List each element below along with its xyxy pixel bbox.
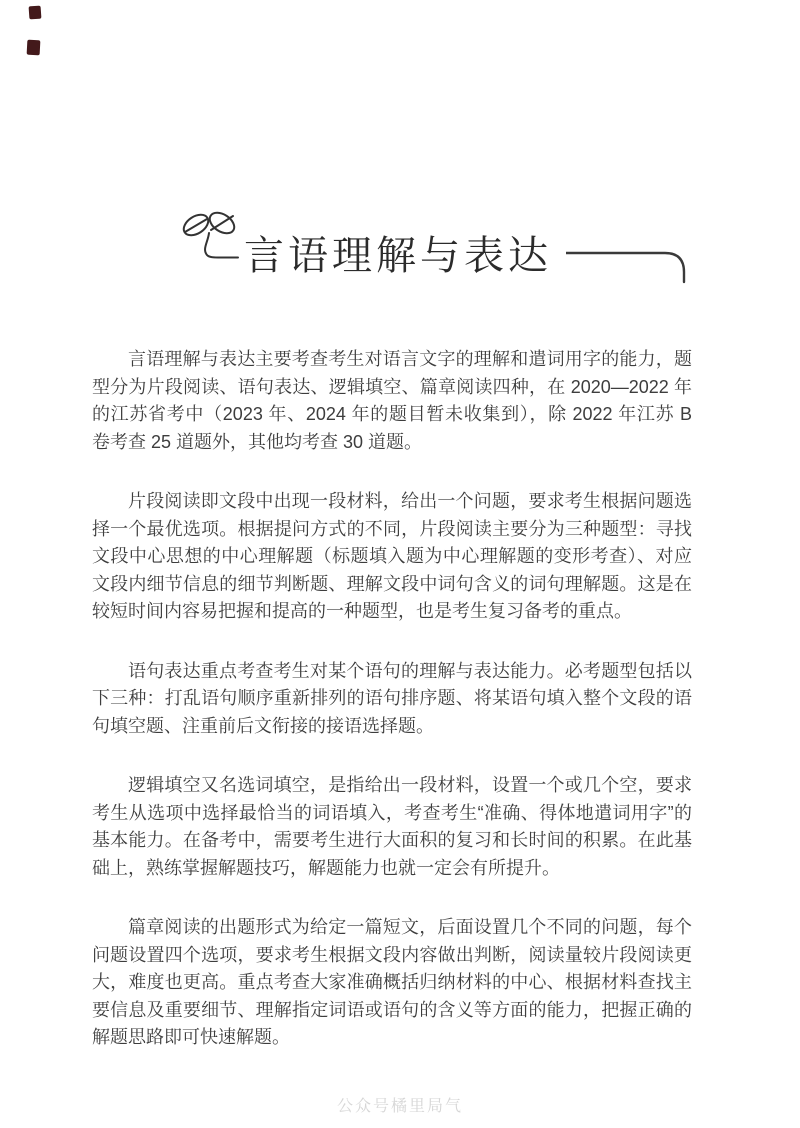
chapter-intro-text xyxy=(92,346,692,1084)
paragraph-logic-fill: 逻辑填空又名选词填空，是指给出一段材料，设置一个或几个空，要求考生从选项中选择最恰当的词语填入，考查考生“准确、得体地遣词用字”的基本能力。在备考中，需要考生进行大面积的复习和长时间的积累。在此基础上，熟练掌握解题技巧，解题能力也就一定会有所提升。 xyxy=(92,775,692,878)
chapter-title: 言语理解与表达 xyxy=(244,234,552,278)
scan-ink-mark xyxy=(29,6,42,20)
rounded-corner-line xyxy=(566,247,692,290)
scan-ink-mark xyxy=(27,40,41,56)
watermark-text: 公众号橘里局气 xyxy=(336,1098,463,1115)
sprout-seedling-icon xyxy=(182,211,240,268)
paragraph-sentence-expression: 语句表达重点考查考生对某个语句的理解与表达能力。必考题型包括以下三种：打乱语句顺序重新排列的语句排序题、将某语句填入整个文段的语句填空题、注重前后文衔接的接语选择题。 xyxy=(92,660,692,736)
paragraph-fragment-reading: 片段阅读即文段中出现一段材料，给出一个问题，要求考生根据问题选择一个最优选项。根据提问方式的不同，片段阅读主要分为三种题型：寻找文段中心思想的中心理解题（标题填入题为中心理解题的变形考查）、对应文段内细节信息的细节判断题、理解文段中词句含义的词句理解题。这是在较短时间内容易把握和提高的一种题型，也是考生复习备考的重点。 xyxy=(92,491,692,621)
paragraph-overview: 言语理解与表达主要考查考生对语言文字的理解和遣词用字的能力，题型分为片段阅读、语句表达、逻辑填空、篇章阅读四种，在 2020—2022 年的江苏省考中（2023 年、2024 年的题目暂未收集到），除 2022 年江苏 B 卷考查 25 道题外，其他均考查 30 道题。 xyxy=(92,349,692,452)
paragraph-passage-reading: 篇章阅读的出题形式为给定一篇短文，后面设置几个不同的问题，每个问题设置四个选项，要求考生根据文段内容做出判断，阅读量较片段阅读更大，难度也更高。重点考查大家准确概括归纳材料的中心、根据材料查找主要信息及重要细节、理解指定词语或语句的含义等方面的能力，把握正确的解题思路即可快速解题。 xyxy=(92,917,692,1047)
